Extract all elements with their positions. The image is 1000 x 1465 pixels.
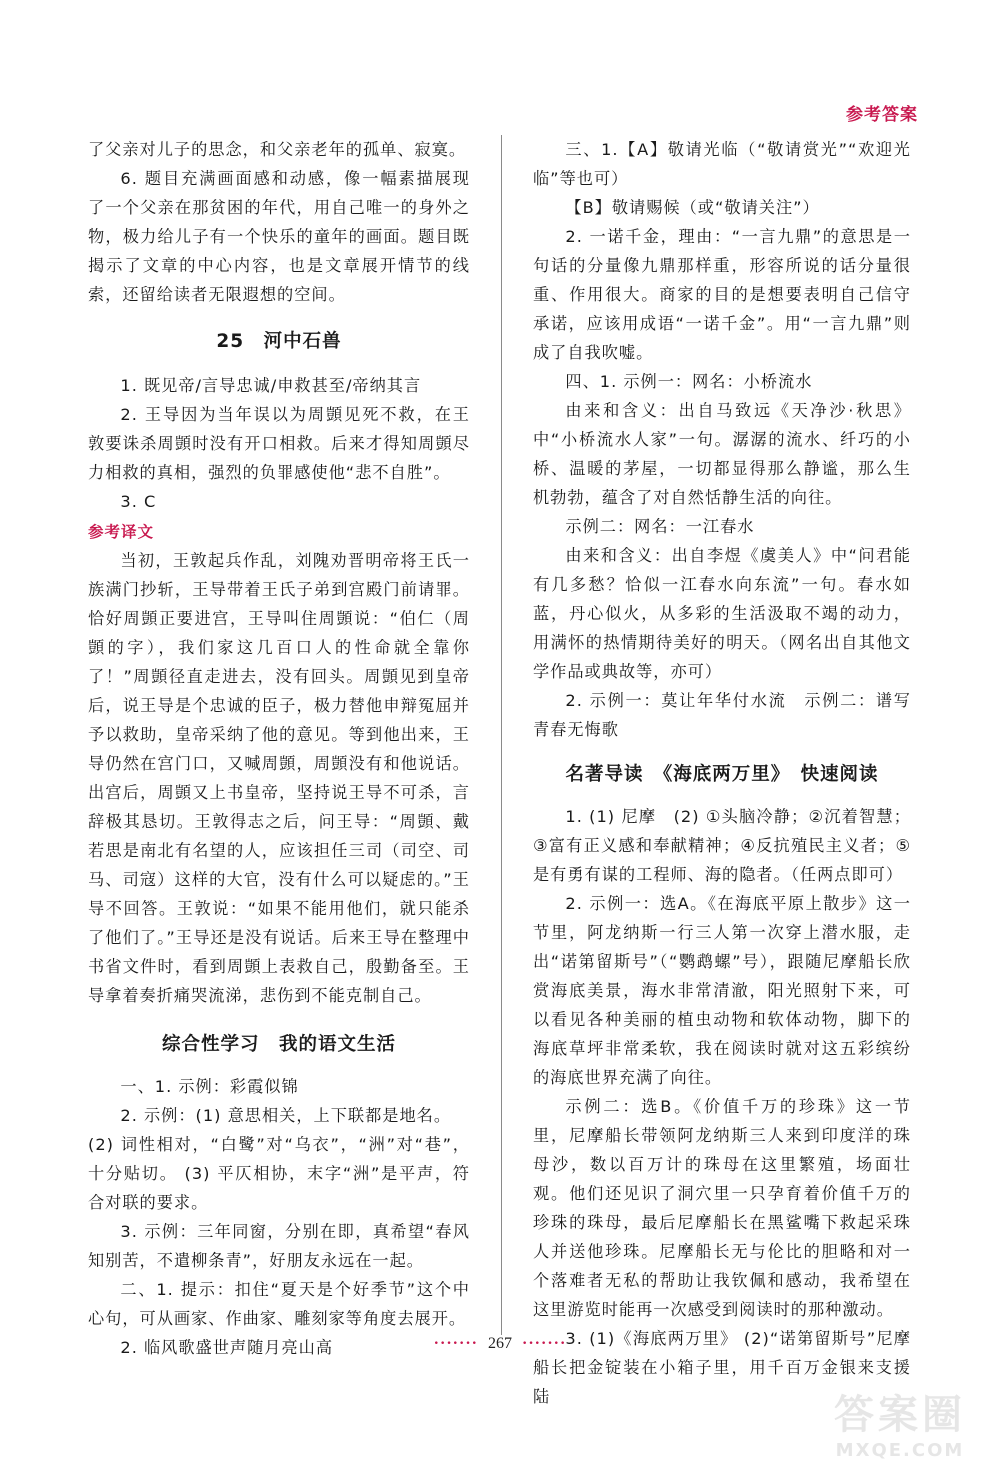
section-title-25: 25 河中石兽 <box>216 331 342 352</box>
section-title-classics: 名著导读 《海底两万里》 快速阅读 <box>565 764 879 785</box>
example-2: 示例二：网名：一江春水 <box>565 517 755 536</box>
watermark-logo <box>820 1383 980 1463</box>
answer-3-1b: 【B】敬请赐候（或“敬请关注”） <box>565 198 820 217</box>
column-divider <box>501 135 502 1335</box>
answer-1: 1. 既见帝/言导忠诚/申救甚至/帝纳其言 <box>120 376 422 395</box>
watermark-text: 答案圈 <box>834 1392 966 1438</box>
page-number: 267 <box>488 1335 512 1352</box>
answer-2-1: 二、1. 提示：扣住“夏天是个好季节”这个中心句，可从画家、作曲家、雕刻家等角度去展开。 <box>88 1280 470 1328</box>
answer-3: 3. C <box>120 492 157 511</box>
answer-1-3: 3. 示例：三年同窗，分别在即，真希望“春风知别苦，不遣柳条青”，好朋友永远在一起。 <box>88 1222 470 1270</box>
reference-translation-label: 参考译文 <box>88 523 155 541</box>
classics-answer-2: 2. 示例一：选A。《在海底平原上散步》这一节里，阿龙纳斯一行三人第一次穿上潜水服，走出“诺第留斯号”（“鹦鹉螺”号），跟随尼摩船长欣赏海底美景，海水非常清澈，阳光照射下来，可以看见各种美丽的植虫动物和软体动物，脚下的海底草坪非常柔软，我在阅读时就对这五彩缤纷的海底世界充满了向往。 <box>533 894 911 1087</box>
answer-4-2: 2. 示例一：莫让年华付水流 示例二：谱写青春无悔歌 <box>533 691 911 739</box>
page-footer <box>0 1335 1000 1353</box>
answer-6: 6. 题目充满画面感和动感，像一幅素描展现了一个父亲在那贫困的年代，用自己唯一的身外之物，极力给儿子有一个快乐的童年的画面。题目既揭示了文章的中心内容，也是文章展开情节的线索，还留给读者无限遐想的空间。 <box>88 169 470 304</box>
right-column <box>533 135 911 1411</box>
answer-3-1: 三、1.【A】敬请光临（“敬请赏光”“欢迎光临”等也可） <box>533 140 911 188</box>
origin-meaning-1: 由来和含义：出自马致远《天净沙·秋思》中“小桥流水人家”一句。潺潺的流水、纤巧的小桥、温暖的茅屋，一切都显得那么静谧，那么生机勃勃，蕴含了对自然恬静生活的向往。 <box>533 401 911 507</box>
header-label: 参考答案 <box>846 105 918 125</box>
answer-1-1: 一、1. 示例：彩霞似锦 <box>120 1077 299 1096</box>
answer-1-2-cont: (2) 词性相对，“白鹭”对“乌衣”，“洲”对“巷”，十分贴切。 (3) 平仄相协，末字“洲”是平声，符合对联的要求。 <box>88 1135 470 1212</box>
answer-2-2: 2. 临风歌盛世声随月亮山高 <box>120 1338 334 1357</box>
classics-answer-2b: 示例二：选B。《价值千万的珍珠》这一节里，尼摩船长带领阿龙纳斯三人来到印度洋的珠母沙，数以百万计的珠母在这里繁殖，场面壮观。他们还见识了洞穴里一只孕育着价值千万的珍珠的珠母，最后尼摩船长在黑鲨嘴下救起采珠人并送他珍珠。尼摩船长无与伦比的胆略和对一个落难者无私的帮助让我钦佩和感动，我希望在这里游览时能再一次感受到阅读时的那种激动。 <box>533 1097 911 1319</box>
section-title-comprehensive: 综合性学习 我的语文生活 <box>161 1034 396 1055</box>
origin-meaning-2: 由来和含义：出自李煜《虞美人》中“问君能有几多愁？恰似一江春水向东流”一句。春水如蓝，丹心似火，从多彩的生活汲取不竭的动力，用满怀的热情期待美好的明天。（网名出自其他文学作品或典故等，亦可） <box>533 546 911 681</box>
answer-2: 2. 王导因为当年误以为周顗见死不救，在王敦要诛杀周顗时没有开口相救。后来才得知周顗尽力相救的真相，强烈的负罪感使他“悲不自胜”。 <box>88 405 470 482</box>
translation-text: 当初，王敦起兵作乱，刘隗劝晋明帝将王氏一族满门抄斩，王导带着王氏子弟到宫殿门前请罪。恰好周顗正要进宫，王导叫住周顗说：“伯仁（周顗的字），我们家这几百口人的性命就全靠你了！”周顗径直走进去，没有回头。周顗见到皇帝后，说王导是个忠诚的臣子，极力替他申辩冤屈并予以救助，皇帝采纳了他的意见。等到他出来，王导仍然在宫门口，又喊周顗，周顗没有和他说话。出宫后，周顗又上书皇帝，坚持说王导不可杀，言辞极其恳切。王敦得志之后，问王导：“周顗、戴若思是南北有名望的人，应该担任三司（司空、司马、司寇）这样的大官，没有什么可以疑虑的。”王导不回答。王敦说：“如果不能用他们，就只能杀了他们了。”王导还是没有说话。后来王导在整理中书省文件时，看到周顗上表救自己，殷勤备至。王导拿着奏折痛哭流涕，悲伤到不能克制自己。 <box>88 551 470 1005</box>
answer-4-1: 四、1. 示例一：网名：小桥流水 <box>565 372 813 391</box>
answer-3-2: 2. 一诺千金，理由：“一言九鼎”的意思是一句话的分量像九鼎那样重，形容所说的话分量很重、作用很大。商家的目的是想要表明自己信守承诺，应该用成语“一诺千金”。用“一言九鼎”则成了自我吹嘘。 <box>533 227 911 362</box>
classics-answer-3: 3. (1)《海底两万里》 (2)“诺第留斯号”尼摩船长把金锭装在小箱子里，用千百万金银来支援陆 <box>533 1329 911 1406</box>
classics-answer-1: 1. (1) 尼摩 (2) ①头脑冷静；②沉着智慧；③富有正义感和奉献精神；④反抗殖民主义者；⑤是有勇有谋的工程师、海的隐者。（任两点即可） <box>533 807 911 884</box>
watermark-url: MXQE.COM <box>835 1440 965 1461</box>
paragraph: 了父亲对儿子的思念，和父亲老年的孤单、寂寞。 <box>88 140 467 159</box>
footer-dots-right: ······· <box>522 1335 567 1352</box>
answer-1-2: 2. 示例：(1) 意思相关，上下联都是地名。 <box>120 1106 452 1125</box>
left-column <box>88 135 470 1362</box>
footer-dots-left: ······· <box>433 1335 478 1352</box>
